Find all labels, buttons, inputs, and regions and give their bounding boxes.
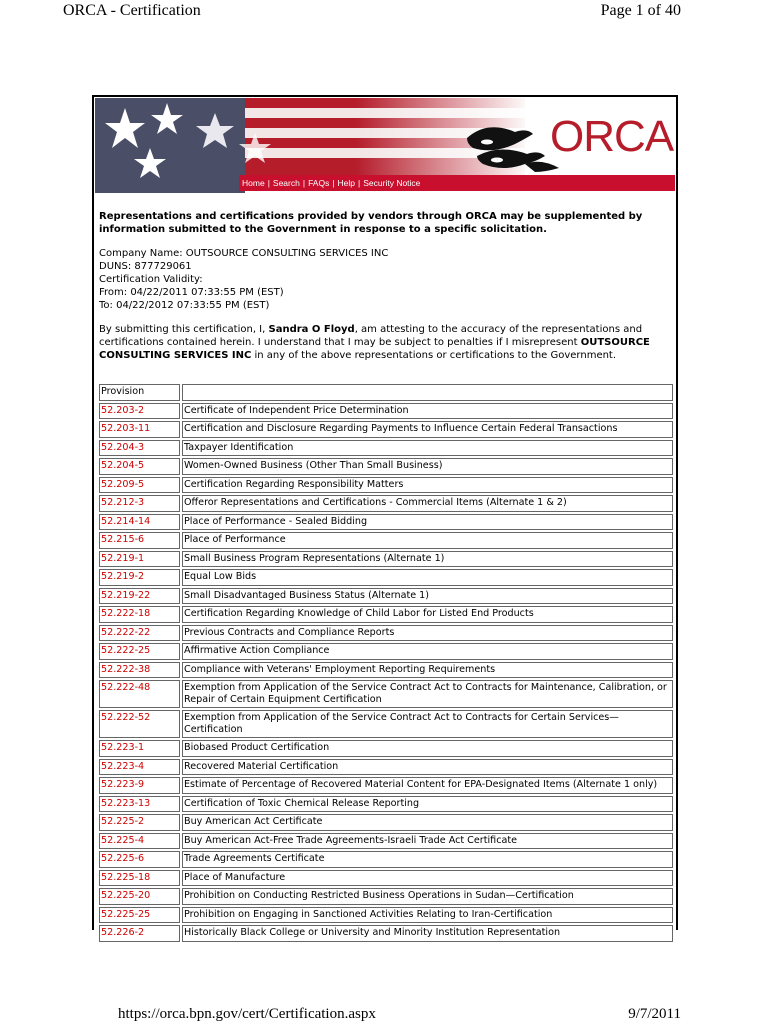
provision-code-link[interactable]: 52.219-1	[99, 551, 180, 568]
provision-title: Certification Regarding Knowledge of Child Labor for Listed End Products	[182, 606, 673, 623]
table-row	[99, 833, 673, 850]
nav-faqs-link[interactable]: FAQs	[308, 178, 330, 188]
table-row	[99, 403, 673, 420]
title-header	[182, 384, 673, 401]
table-row	[99, 440, 673, 457]
table-row	[99, 777, 673, 794]
intro-text: Representations and certifications provided by vendors through ORCA may be supplemented by information submitted to the Government in response to a specific solicitation.	[99, 211, 643, 235]
provision-title: Certification of Toxic Chemical Release Reporting	[182, 796, 673, 813]
table-row	[99, 796, 673, 813]
provision-code-link[interactable]: 52.226-2	[99, 925, 180, 942]
print-date: 9/7/2011	[628, 1006, 681, 1022]
provision-title: Place of Manufacture	[182, 870, 673, 887]
provision-code-link[interactable]: 52.223-13	[99, 796, 180, 813]
provision-title: Estimate of Percentage of Recovered Material Content for EPA-Designated Items (Alternate 1 only)	[182, 777, 673, 794]
provision-code-link[interactable]: 52.225-6	[99, 851, 180, 868]
print-footer	[0, 1004, 770, 1024]
table-header-row	[99, 384, 673, 401]
provision-code-link[interactable]: 52.219-2	[99, 569, 180, 586]
nav-security-notice-link[interactable]: Security Notice	[363, 178, 421, 188]
print-title: ORCA - Certification	[63, 2, 201, 19]
provision-code-link[interactable]: 52.225-20	[99, 888, 180, 905]
table-row	[99, 477, 673, 494]
provision-title: Taxpayer Identification	[182, 440, 673, 457]
table-row	[99, 759, 673, 776]
table-row	[99, 551, 673, 568]
table-row	[99, 888, 673, 905]
table-row	[99, 421, 673, 438]
validity-to: To: 04/22/2012 07:33:55 PM (EST)	[99, 300, 270, 311]
attest-part1: By submitting this certification, I,	[99, 324, 269, 335]
company-name: Company Name: OUTSOURCE CONSULTING SERVICES INC	[99, 248, 389, 259]
provision-code-link[interactable]: 52.203-11	[99, 421, 180, 438]
provision-title: Compliance with Veterans' Employment Reporting Requirements	[182, 662, 673, 679]
provision-title: Historically Black College or University and Minority Institution Representation	[182, 925, 673, 942]
table-row	[99, 870, 673, 887]
provision-title: Women-Owned Business (Other Than Small Business)	[182, 458, 673, 475]
provision-title: Small Business Program Representations (Alternate 1)	[182, 551, 673, 568]
provision-title: Exemption from Application of the Service Contract Act to Contracts for Certain Services—Certification	[182, 710, 673, 738]
provision-title: Small Disadvantaged Business Status (Alternate 1)	[182, 588, 673, 605]
provision-code-link[interactable]: 52.225-18	[99, 870, 180, 887]
provision-code-link[interactable]: 52.219-22	[99, 588, 180, 605]
nav-separator: |	[358, 178, 361, 188]
provision-code-link[interactable]: 52.203-2	[99, 403, 180, 420]
table-row	[99, 458, 673, 475]
provision-title: Buy American Act-Free Trade Agreements-Israeli Trade Act Certificate	[182, 833, 673, 850]
print-header	[0, 0, 770, 30]
duns-number: DUNS: 877729061	[99, 261, 192, 272]
provision-title: Offeror Representations and Certifications - Commercial Items (Alternate 1 & 2)	[182, 495, 673, 512]
provision-title: Certification Regarding Responsibility Matters	[182, 477, 673, 494]
provision-code-link[interactable]: 52.222-38	[99, 662, 180, 679]
provision-header: Provision	[99, 384, 180, 401]
provision-code-link[interactable]: 52.225-4	[99, 833, 180, 850]
provision-code-link[interactable]: 52.222-52	[99, 710, 180, 738]
table-row	[99, 740, 673, 757]
page-frame	[92, 95, 678, 938]
provision-title: Place of Performance	[182, 532, 673, 549]
provision-code-link[interactable]: 52.225-2	[99, 814, 180, 831]
page-url: https://orca.bpn.gov/cert/Certification.aspx	[118, 1006, 376, 1022]
nav-help-link[interactable]: Help	[337, 178, 356, 188]
orca-logo-text: ORCA	[550, 112, 674, 161]
provision-title: Recovered Material Certification	[182, 759, 673, 776]
table-row	[99, 588, 673, 605]
provision-code-link[interactable]: 52.209-5	[99, 477, 180, 494]
provision-code-link[interactable]: 52.204-3	[99, 440, 180, 457]
table-row	[99, 606, 673, 623]
provision-code-link[interactable]: 52.222-48	[99, 680, 180, 708]
provision-code-link[interactable]: 52.222-25	[99, 643, 180, 660]
table-row	[99, 495, 673, 512]
provision-code-link[interactable]: 52.223-9	[99, 777, 180, 794]
validity-label: Certification Validity:	[99, 274, 203, 285]
table-row	[99, 814, 673, 831]
nav-bar	[239, 175, 675, 191]
provision-title: Place of Performance - Sealed Bidding	[182, 514, 673, 531]
provision-code-link[interactable]: 52.215-6	[99, 532, 180, 549]
provision-title: Certification and Disclosure Regarding Payments to Influence Certain Federal Transactions	[182, 421, 673, 438]
validity-from: From: 04/22/2011 07:33:55 PM (EST)	[99, 287, 284, 298]
provision-title: Biobased Product Certification	[182, 740, 673, 757]
attest-company: OUTSOURCE CONSULTING SERVICES INC	[99, 337, 650, 361]
table-row	[99, 710, 673, 738]
table-row	[99, 514, 673, 531]
provision-code-link[interactable]: 52.212-3	[99, 495, 180, 512]
nav-links	[239, 175, 420, 191]
attest-part3: in any of the above representations or certifications to the Government.	[251, 350, 617, 361]
table-row	[99, 643, 673, 660]
attest-part2: , am attesting to the accuracy of the representations and certifications contained herein. I understand that I may be subject to penalties if I misrepresent	[99, 324, 643, 348]
provisions-table	[97, 382, 675, 944]
table-row	[99, 907, 673, 924]
nav-home-link[interactable]: Home	[242, 178, 265, 188]
nav-separator: |	[302, 178, 306, 188]
provision-code-link[interactable]: 52.223-1	[99, 740, 180, 757]
provision-title: Previous Contracts and Compliance Reports	[182, 625, 673, 642]
table-row	[99, 925, 673, 942]
nav-separator: |	[332, 178, 335, 188]
company-info	[99, 247, 669, 312]
provision-title: Equal Low Bids	[182, 569, 673, 586]
provision-code-link[interactable]: 52.222-22	[99, 625, 180, 642]
certification-content	[99, 210, 669, 373]
provision-title: Affirmative Action Compliance	[182, 643, 673, 660]
nav-search-link[interactable]: Search	[272, 178, 300, 188]
table-row	[99, 569, 673, 586]
provision-title: Certificate of Independent Price Determination	[182, 403, 673, 420]
provision-title: Buy American Act Certificate	[182, 814, 673, 831]
provision-code-link[interactable]: 52.222-18	[99, 606, 180, 623]
table-row	[99, 662, 673, 679]
table-row	[99, 625, 673, 642]
table-row	[99, 680, 673, 708]
attester-name: Sandra O Floyd	[268, 324, 355, 335]
orca-banner	[95, 98, 675, 193]
provision-title: Exemption from Application of the Service Contract Act to Contracts for Maintenance, Calibration, or Repair of Certain Equipment Certification	[182, 680, 673, 708]
attestation-text	[99, 323, 669, 362]
provision-code-link[interactable]: 52.214-14	[99, 514, 180, 531]
provision-title: Trade Agreements Certificate	[182, 851, 673, 868]
provision-title: Prohibition on Engaging in Sanctioned Activities Relating to Iran-Certification	[182, 907, 673, 924]
provision-code-link[interactable]: 52.225-25	[99, 907, 180, 924]
page-number: Page 1 of 40	[600, 2, 681, 19]
nav-separator: |	[267, 178, 270, 188]
table-row	[99, 851, 673, 868]
provision-title: Prohibition on Conducting Restricted Business Operations in Sudan—Certification	[182, 888, 673, 905]
provision-code-link[interactable]: 52.204-5	[99, 458, 180, 475]
provision-code-link[interactable]: 52.223-4	[99, 759, 180, 776]
table-row	[99, 532, 673, 549]
